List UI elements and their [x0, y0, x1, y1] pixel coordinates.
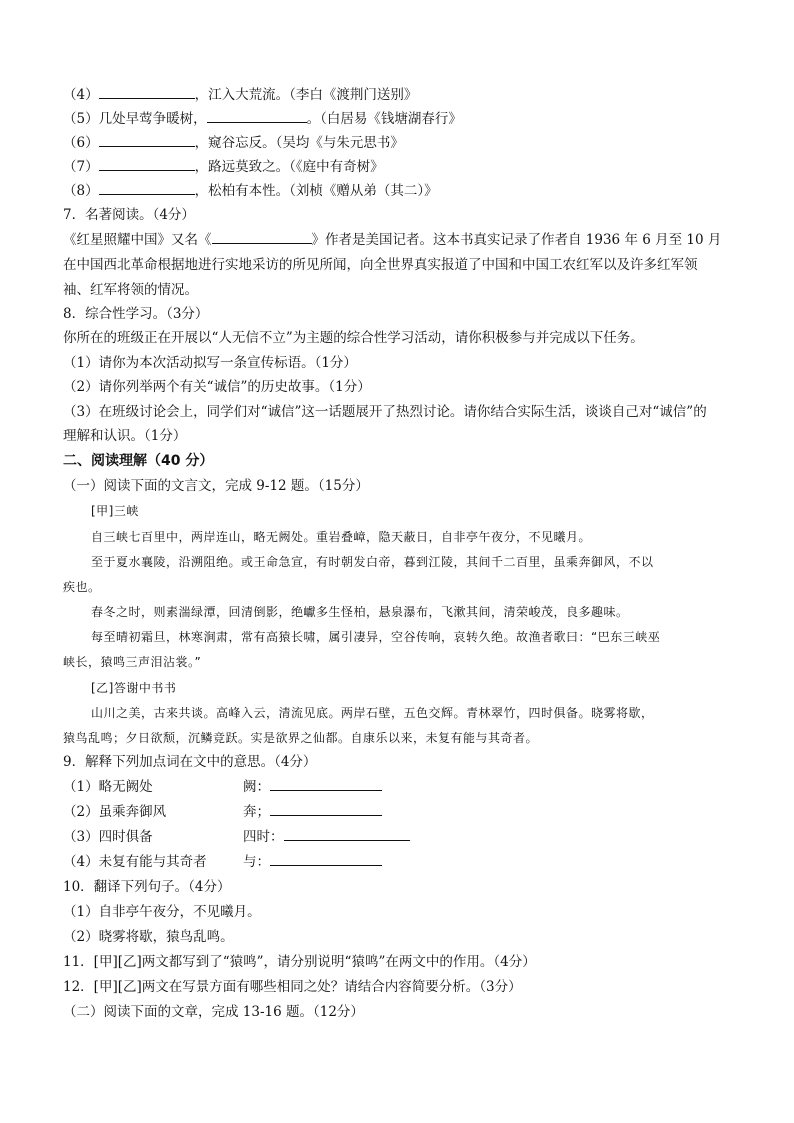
item-number: （5）: [63, 111, 99, 127]
q9-title: 9．解释下列加点词在文中的意思。（4分）: [63, 754, 317, 770]
section-heading: 二、阅读理解（40 分）: [63, 453, 214, 469]
passage-jia-p2-line2: 疾也。: [63, 580, 101, 594]
blank-line-7: [63, 158, 384, 176]
passage-jia-p3: 春冬之时，则素湍绿潭，回清倒影，绝巘多生怪柏，悬泉瀑布，飞漱其间，清荣峻茂，良多趣味。: [91, 605, 629, 619]
q7-line3: 袖、红军将领的情况。: [63, 282, 198, 298]
q9-phrase: （1）略无阙处: [63, 779, 153, 795]
answer-blank[interactable]: [99, 158, 195, 171]
q9-word: 与：: [243, 854, 270, 870]
passage-jia-p2-line1: 至于夏水襄陵，沿溯阻绝。或王命急宣，有时朝发白帝，暮到江陵，其间千二百里，虽乘奔御风，不以: [91, 555, 654, 569]
line-text: 《红星照耀中国》又名《: [63, 232, 212, 248]
line-text: ，路远莫致之。（《庭中有奇树》: [194, 159, 384, 175]
passage-jia-title: [甲]三峡: [91, 504, 139, 518]
q8-title: 8．综合性学习。（3分）: [63, 306, 209, 322]
q12: 12．[甲][乙]两文在写景方面有哪些相同之处？请结合内容简要分析。（3分）: [63, 979, 522, 995]
q9-item-2: [63, 803, 382, 821]
q10-sentence-2: （2）晓雾将歇，猿鸟乱鸣。: [63, 929, 234, 945]
q9-phrase: （2）虽乘奔御风: [63, 804, 167, 820]
passage-yi-title: [乙]答谢中书书: [91, 681, 177, 695]
q9-phrase: （4）未复有能与其奇者: [63, 854, 207, 870]
q9-item-4: [63, 853, 382, 871]
passage-jia-p4-line2: 峡长，猿鸣三声泪沾裳。”: [63, 655, 202, 669]
item-number: （8）: [63, 183, 99, 199]
answer-blank[interactable]: [99, 134, 195, 147]
answer-blank[interactable]: [212, 231, 312, 244]
part2-instruction: （二）阅读下面的文章，完成 13-16 题。（12分）: [63, 1004, 364, 1020]
item-number: （7）: [63, 159, 99, 175]
line-text: 几处早莺争暖树，: [98, 111, 207, 127]
q11: 11．[甲][乙]两文都写到了“猿鸣”，请分别说明“猿鸣”在两文中的作用。（4分）: [63, 954, 536, 970]
answer-blank[interactable]: [284, 828, 410, 841]
q9-phrase: （3）四时俱备: [63, 829, 153, 845]
item-number: （4）: [63, 87, 99, 103]
line-text: 。（白居易《钱塘湖春行》: [306, 111, 462, 127]
q8-task2: （2）请你列举两个有关“诚信”的历史故事。（1分）: [63, 379, 371, 395]
q10-title: 10．翻译下列句子。（4分）: [63, 879, 231, 895]
answer-blank[interactable]: [270, 853, 382, 866]
blank-line-4: [63, 86, 417, 104]
q9-item-1: [63, 778, 382, 796]
answer-blank[interactable]: [99, 182, 195, 195]
q7-line2: 在中国西北革命根据地进行实地采访的所见所闻，向全世界真实报道了中国和中国工农红军以及许多红军领: [63, 257, 698, 273]
answer-blank[interactable]: [207, 110, 307, 123]
q8-task1: （1）请你为本次活动拟写一条宣传标语。（1分）: [63, 355, 357, 371]
q9-word: 阙：: [243, 779, 270, 795]
blank-line-6: [63, 134, 404, 152]
q9-item-3: [63, 828, 410, 846]
blank-line-8: [63, 182, 438, 200]
line-text: ，松柏有本性。（刘桢《赠从弟（其二）》: [194, 183, 438, 199]
q9-word: 奔；: [243, 804, 270, 820]
q10-sentence-1: （1）自非亭午夜分，不见曦月。: [63, 904, 261, 920]
q8-task3-line2: 理解和认识。（1分）: [63, 428, 187, 444]
q7-line1: [63, 231, 721, 249]
passage-yi-line2: 猿鸟乱鸣；夕日欲颓，沉鳞竞跃。实是欲界之仙都。自康乐以来，未复有能与其奇者。: [63, 731, 539, 745]
q8-intro: 你所在的班级正在开展以“人无信不立”为主题的综合性学习活动，请你积极参与并完成以下任务。: [63, 330, 644, 346]
part1-instruction: （一）阅读下面的文言文，完成 9-12 题。（15分）: [63, 478, 369, 494]
passage-yi-line1: 山川之美，古来共谈。高峰入云，清流见底。两岸石壁，五色交辉。青林翠竹，四时俱备。晓雾将歇，: [91, 706, 654, 720]
line-text: 》作者是美国记者。这本书真实记录了作者自 1936 年 6 月至 10 月: [311, 232, 722, 248]
line-text: ，江入大荒流。（李白《渡荆门送别》: [194, 87, 418, 103]
q8-task3-line1: （3）在班级讨论会上，同学们对“诚信”这一话题展开了热烈讨论。请你结合实际生活，谈谈自己对“诚信”的: [63, 404, 707, 420]
answer-blank[interactable]: [99, 86, 195, 99]
blank-line-5: [63, 110, 462, 128]
answer-blank[interactable]: [270, 778, 382, 791]
line-text: ，窥谷忘反。（吴均《与朱元思书》: [194, 135, 404, 151]
answer-blank[interactable]: [270, 803, 382, 816]
passage-jia-p1: 自三峡七百里中，两岸连山，略无阙处。重岩叠嶂，隐天蔽日，自非亭午夜分，不见曦月。: [91, 530, 592, 544]
q7-title: 7．名著阅读。（4分）: [63, 207, 195, 223]
item-number: （6）: [63, 135, 99, 151]
passage-jia-p4-line1: 每至晴初霜旦，林寒涧肃，常有高猿长啸，属引凄异，空谷传响，哀转久绝。故渔者歌曰：“巴东三峡巫: [91, 630, 661, 644]
q9-word: 四时：: [243, 829, 284, 845]
